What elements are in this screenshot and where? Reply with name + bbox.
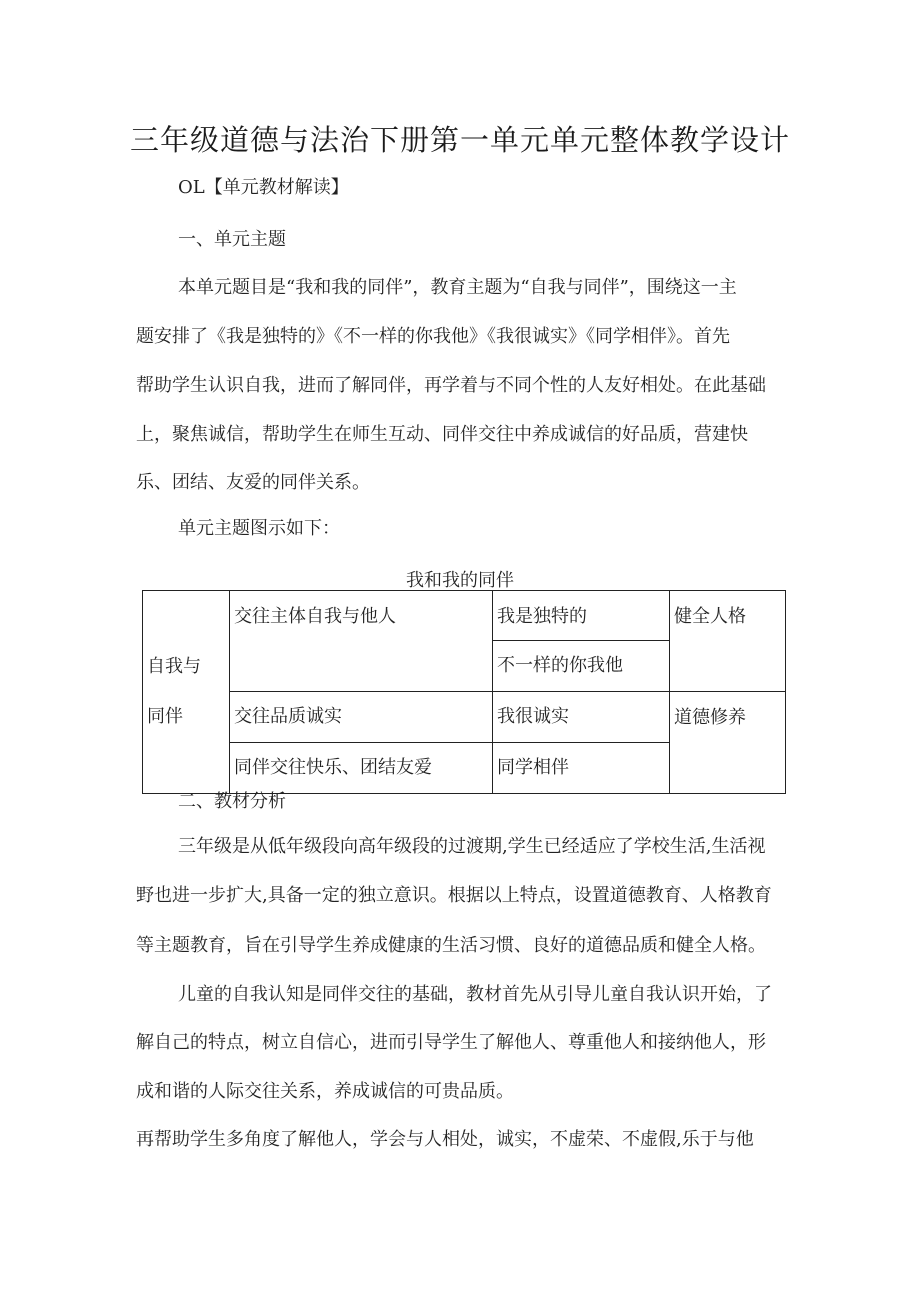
text-line: 题安排了《我是独特的》《不一样的你我他》《我很诚实》《同学相伴》。首先: [136, 326, 730, 347]
text-line: 等主题教育，旨在引导学生养成健康的生活习惯、良好的道德品质和健全人格。: [136, 935, 766, 956]
topic-line-2: 同伴: [147, 706, 183, 727]
text-line: 帮助学生认识自我，进而了解同伴，再学着与不同个性的人友好相处。在此基础: [136, 375, 766, 396]
text-line: 再帮助学生多角度了解他人，学会与人相处，诚实，不虚荣、不虚假,乐于与他: [136, 1129, 754, 1150]
topic-line-1: 自我与: [147, 656, 201, 677]
table-cell-goal: 道德修养: [670, 692, 786, 794]
text-line: 乐、团结、友爱的同伴关系。: [136, 472, 370, 493]
section-heading-unit-theme: 一、单元主题: [178, 229, 286, 250]
text-line: 解自己的特点，树立自信心，进而引导学生了解他人、尊重他人和接纳他人，形: [136, 1032, 766, 1053]
text-line: 上，聚焦诚信，帮助学生在师生互动、同伴交往中养成诚信的好品质，营建快: [136, 424, 748, 445]
document-title: 三年级道德与法治下册第一单元单元整体教学设计: [129, 123, 790, 157]
diagram-intro: 单元主题图示如下：: [178, 518, 340, 539]
table-cell-lesson: 同学相伴: [493, 743, 670, 794]
unit-theme-table: [142, 590, 786, 794]
table-cell-lesson: 我很诚实: [493, 692, 670, 743]
section-heading-unit-interpretation: OL【单元教材解读】: [178, 177, 349, 198]
text-line: 三年级是从低年级段向高年级段的过渡期,学生已经适应了学校生活,生活视: [178, 836, 766, 857]
text-line: 儿童的自我认知是同伴交往的基础，教材首先从引导儿童自我认识开始，了: [178, 984, 772, 1005]
text-line: 野也进一步扩大,具备一定的独立意识。根据以上特点，设置道德教育、人格教育: [136, 885, 772, 906]
table-cell-topic: [143, 591, 230, 794]
table-cell-subject: 交往品质诚实: [230, 692, 493, 743]
text-line: 本单元题目是“我和我的同伴”，教育主题为“自我与同伴”，围绕这一主: [178, 277, 737, 298]
table-cell-goal: 健全人格: [670, 591, 786, 692]
text-line: 成和谐的人际交往关系，养成诚信的可贵品质。: [136, 1081, 514, 1102]
table-caption: 我和我的同伴: [406, 570, 514, 591]
table-cell-subject: 交往主体自我与他人: [230, 591, 493, 692]
table-cell-subject: 同伴交往快乐、团结友爱: [230, 743, 493, 794]
section-heading-material-analysis: 二、教材分析: [178, 791, 286, 812]
table-cell-lesson: 不一样的你我他: [493, 641, 670, 692]
table-cell-lesson: 我是独特的: [493, 591, 670, 641]
